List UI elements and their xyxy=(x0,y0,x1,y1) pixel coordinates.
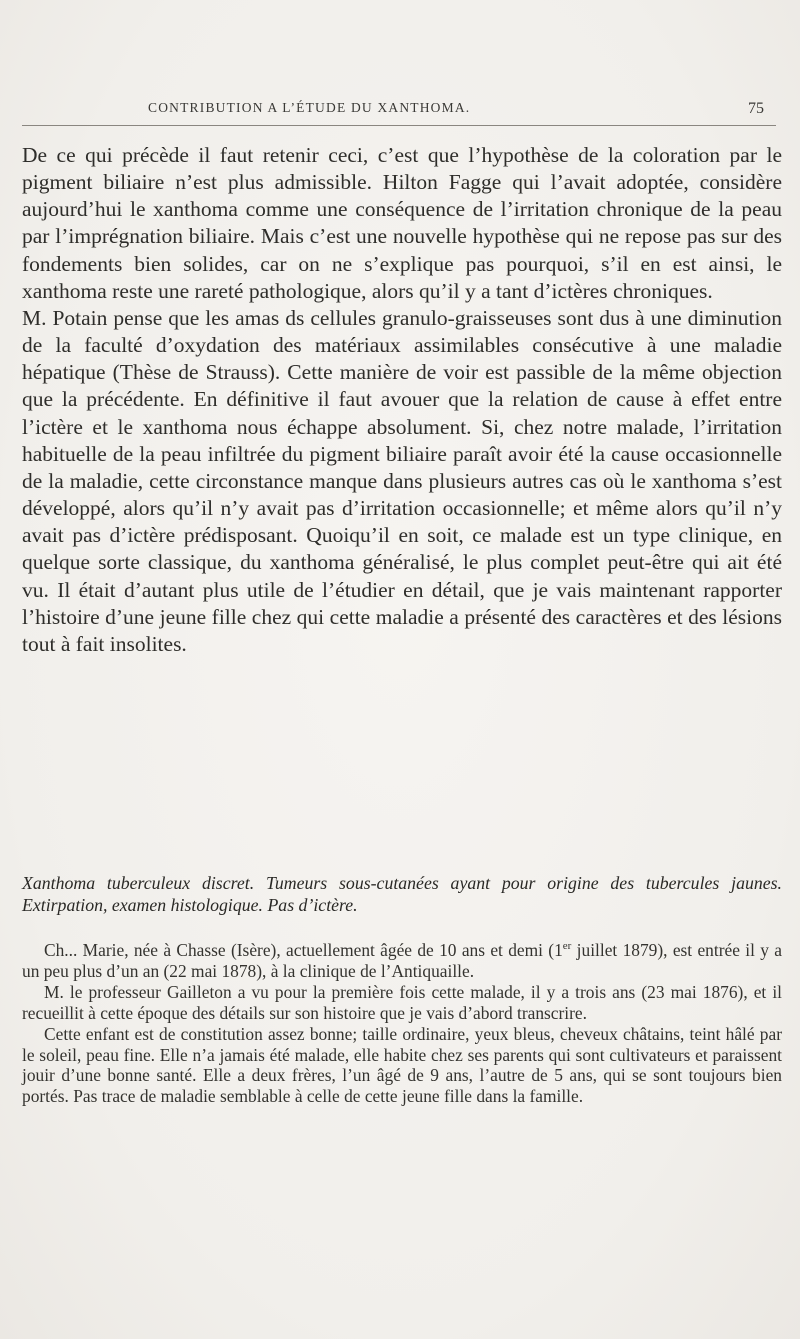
paragraph-potain: M. Potain pense que les amas ds cellules granulo-graisseuses sont dus à une diminution de la faculté d’oxydation des matériaux assimilables consécutive à une maladie hépatique (Thèse de Strauss). Cette manière de voir est passible de la même objection que la précédente. En définitive il faut avouer que la relation de cause à effet entre l’ictère et le xanthoma nous échappe absolument. Si, chez notre malade, l’irritation habituelle de la peau infiltrée du pigment biliaire paraît avoir été la cause occasionnelle de la maladie, cette circonstance manque dans plusieurs autres cas où le xanthoma s’est développé, alors qu’il n’y avait pas d’irritation occasionnelle; et même alors qu’il n’y avait pas d’ictère prédisposant. Quoiqu’il en soit, ce malade est un type clinique, en quelque sorte classique, du xanthoma généralisé, le plus complet peut-être qui ait été vu. Il était d’autant plus utile de l’étudier en détail, que je vais maintenant rapporter l’histoire d’une jeune fille chez qui cette maladie a présenté des caractères et des lésions tout à fait insolites. xyxy=(22,305,782,656)
case-paragraph-identity xyxy=(22,940,782,982)
case-report xyxy=(22,940,782,1107)
case-identity-text: Ch... Marie, née à Chasse (Isère), actuellement âgée de 10 ans et demi (1 xyxy=(44,940,563,960)
running-header xyxy=(148,100,764,122)
case-paragraph-history: M. le professeur Gailleton a vu pour la première fois cette malade, il y a trois ans (23 mai 1876), et il recueillit à cette époque des détails sur son histoire que je vais d’abord transcrire. xyxy=(22,981,782,1023)
ordinal-superscript: er xyxy=(562,940,572,953)
running-title: CONTRIBUTION A L’ÉTUDE DU XANTHOMA. xyxy=(148,100,471,115)
page-number: 75 xyxy=(748,100,764,117)
paragraph-hypothesis: De ce qui précède il faut retenir ceci, c’est que l’hypothèse de la coloration par le pigment biliaire n’est plus admissible. Hilton Fagge qui l’avait adoptée, considère aujourd’hui le xanthoma comme une conséquence de l’irritation chronique de la peau par l’imprégnation biliaire. Mais c’est une nouvelle hypothèse qui ne repose pas sur des fondements bien solides, car on ne s’explique pas pourquoi, s’il en est ainsi, le xanthoma reste une rareté pathologique, alors qu’il y a tant d’ictères chroniques. xyxy=(22,143,782,303)
case-paragraph-constitution: Cette enfant est de constitution assez bonne; taille ordinaire, yeux bleus, cheveux châtains, teint hâlé par le soleil, peau fine. Elle n’a jamais été malade, elle habite chez ses parents qui sont cultivateurs et paraissent jouir d’une bonne santé. Elle a deux frères, l’un âgé de 9 ans, l’autre de 5 ans, qui se sont toujours bien portés. Pas trace de maladie semblable à celle de cette jeune fille dans la famille. xyxy=(22,1023,782,1107)
case-identity-text-continued: juillet 1879), est entrée il y a un peu plus d’un an (22 mai 1878), à la clinique de l’Antiquaille. xyxy=(22,940,782,981)
main-text xyxy=(22,142,782,658)
case-title: Xanthoma tuberculeux discret. Tumeurs sous-cutanées ayant pour origine des tubercules jaunes. Extirpation, examen histologique. Pas d’ictère. xyxy=(22,873,782,915)
header-rule xyxy=(22,125,776,126)
